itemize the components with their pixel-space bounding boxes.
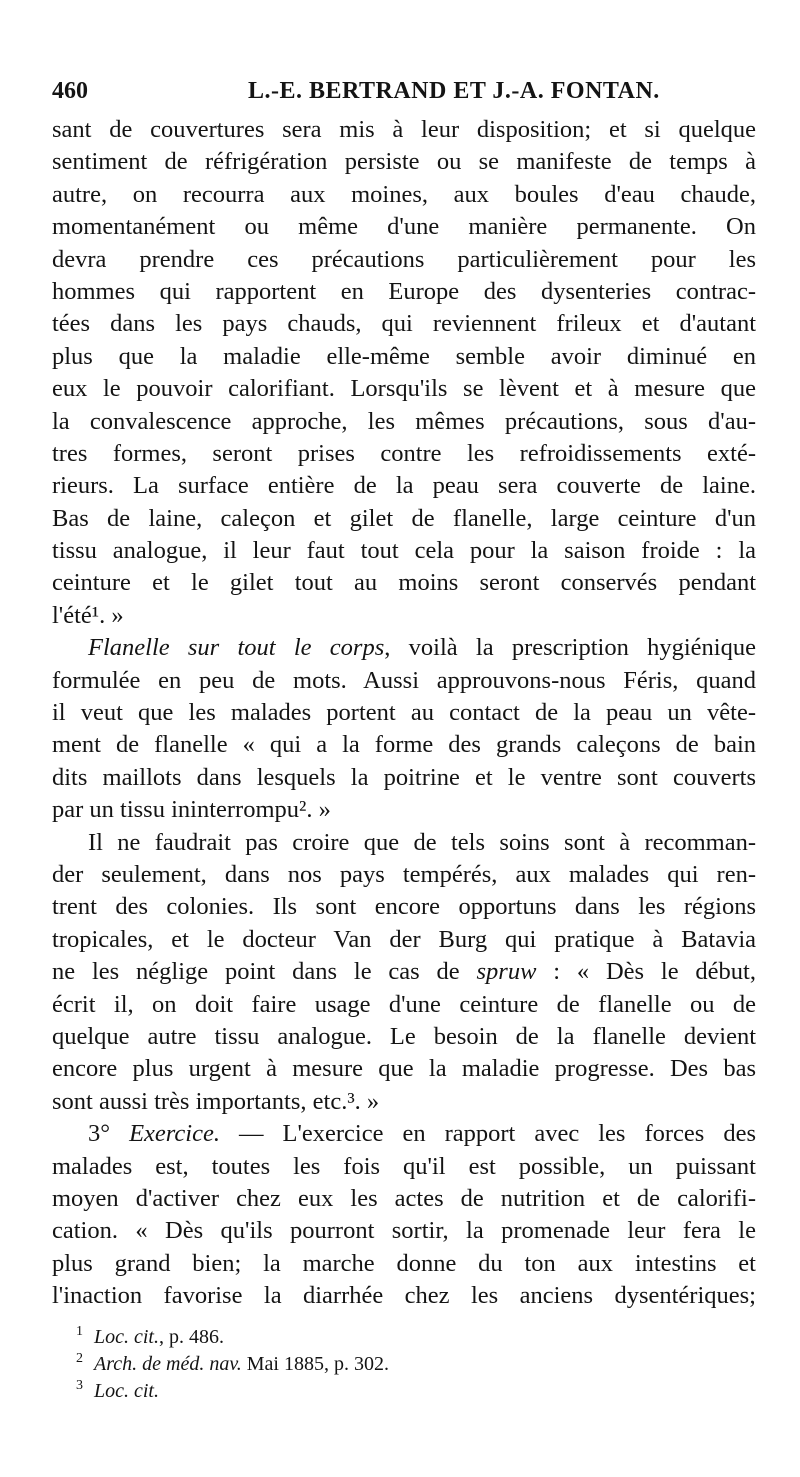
text-line <box>52 503 756 535</box>
line-text: écrit il, on doit faire usage d'une ceinture de flanelle ou de <box>52 990 756 1018</box>
line-text: encore plus urgent à mesure que la maladie progresse. Des bas <box>52 1055 756 1083</box>
text-line <box>52 632 756 664</box>
text-line <box>52 729 756 761</box>
text-line <box>52 956 756 988</box>
text-line <box>52 794 756 826</box>
text-line <box>52 891 756 923</box>
text-line <box>52 567 756 599</box>
footnote: 3 Loc. cit. <box>76 1378 159 1402</box>
footnote: 1 Loc. cit., p. 486. <box>76 1324 224 1348</box>
line-text: tissu analogue, il leur faut tout cela pour la saison froide : la <box>52 537 756 565</box>
italic-phrase: Exercice. <box>129 1120 220 1148</box>
page-number: 460 <box>52 78 88 104</box>
text-line <box>52 276 756 308</box>
line-text: der seulement, dans nos pays tempérés, aux malades qui ren- <box>52 860 756 888</box>
line-text: dits maillots dans lesquels la poitrine et le ventre sont couverts <box>52 763 756 791</box>
text-line <box>52 470 756 502</box>
footnote-text: Mai 1885, p. 302. <box>241 1353 389 1375</box>
italic-phrase: spruw <box>476 958 537 986</box>
line-text: il veut que les malades portent au contact de la peau un vête- <box>52 699 756 727</box>
footnote-source: Arch. de méd. nav. <box>94 1353 242 1375</box>
line-text: trent des colonies. Ils sont encore opportuns dans les régions <box>52 893 756 921</box>
line-text: devra prendre ces précautions particulièrement pour les <box>52 245 756 273</box>
line-text: hommes qui rapportent en Europe des dysenteries contrac- <box>52 277 756 305</box>
line-text: ceinture et le gilet tout au moins seront conservés pendant <box>52 569 756 597</box>
text-line <box>52 438 756 470</box>
footnote-source: Loc. cit. <box>94 1380 159 1402</box>
text-line <box>52 989 756 1021</box>
text-line <box>52 1086 756 1118</box>
page-header <box>52 74 756 110</box>
text-line <box>52 1151 756 1183</box>
line-text: — L'exercice en rapport avec les forces des <box>219 1120 756 1148</box>
text-line <box>52 114 756 146</box>
text-line <box>52 244 756 276</box>
line-text: sont aussi très importants, etc.³. » <box>52 1087 380 1115</box>
text-line <box>52 1280 756 1312</box>
text-line <box>52 341 756 373</box>
line-text: plus grand bien; la marche donne du ton aux intestins et <box>52 1249 756 1277</box>
text-line <box>52 924 756 956</box>
text-line <box>52 1053 756 1085</box>
line-text: ment de flanelle « qui a la forme des grands caleçons de bain <box>52 731 756 759</box>
footnote-text: , p. 486. <box>159 1326 224 1348</box>
text-line <box>52 211 756 243</box>
line-text: eux le pouvoir calorifiant. Lorsqu'ils se lèvent et à mesure que <box>52 375 756 403</box>
line-text: : « Dès le début, <box>536 958 756 986</box>
text-line <box>52 600 756 632</box>
text-line <box>52 1183 756 1215</box>
line-text: formulée en peu de mots. Aussi approuvons-nous Féris, quand <box>52 666 756 694</box>
text-line <box>52 406 756 438</box>
line-text: tropicales, et le docteur Van der Burg qui pratique à Batavia <box>52 925 756 953</box>
line-text: malades est, toutes les fois qu'il est possible, un puissant <box>52 1152 756 1180</box>
line-text: quelque autre tissu analogue. Le besoin de la flanelle devient <box>52 1022 756 1050</box>
line-text: l'été¹. » <box>52 601 124 629</box>
line-text-lead: 3° <box>88 1120 130 1148</box>
text-line <box>52 665 756 697</box>
line-text: cation. « Dès qu'ils pourront sortir, la promenade leur fera le <box>52 1217 756 1245</box>
text-line <box>52 1215 756 1247</box>
text-line <box>52 179 756 211</box>
running-head: L.-E. BERTRAND ET J.-A. FONTAN. <box>248 78 660 104</box>
text-line <box>52 1248 756 1280</box>
line-text: tées dans les pays chauds, qui reviennent frileux et d'autant <box>52 310 756 338</box>
line-text: moyen d'activer chez eux les actes de nutrition et de calorifi- <box>52 1184 756 1212</box>
line-text: autre, on recourra aux moines, aux boules d'eau chaude, <box>52 180 756 208</box>
footnote: 2 Arch. de méd. nav. Mai 1885, p. 302. <box>76 1351 389 1375</box>
line-text: par un tissu ininterrompu². » <box>52 796 331 824</box>
line-text: momentanément ou même d'une manière permanente. On <box>52 213 756 241</box>
line-text: l'inaction favorise la diarrhée chez les anciens dysentériques; <box>52 1282 756 1310</box>
line-text: la convalescence approche, les mêmes précautions, sous d'au- <box>52 407 756 435</box>
line-text: sentiment de réfrigération persiste ou se manifeste de temps à <box>52 148 756 176</box>
text-line <box>52 1021 756 1053</box>
line-text-lead: ne les néglige point dans le cas de <box>52 958 477 986</box>
text-line <box>52 308 756 340</box>
line-text: rieurs. La surface entière de la peau sera couverte de laine. <box>52 472 756 500</box>
footnote-source: Loc. cit. <box>94 1326 159 1348</box>
text-line <box>52 146 756 178</box>
text-line <box>52 373 756 405</box>
line-text: Il ne faudrait pas croire que de tels soins sont à recomman- <box>88 828 756 856</box>
footnotes <box>76 1324 756 1405</box>
line-text: sant de couvertures sera mis à leur disposition; et si quelque <box>52 116 756 143</box>
text-line <box>52 535 756 567</box>
text-line <box>52 859 756 891</box>
body-text <box>52 114 756 1312</box>
line-text: , voilà la prescription hygiénique <box>384 634 756 662</box>
line-text: plus que la maladie elle-même semble avoir diminué en <box>52 342 756 370</box>
italic-phrase: Flanelle sur tout le corps <box>88 634 385 662</box>
text-line <box>52 1118 756 1150</box>
text-line <box>52 697 756 729</box>
line-text: Bas de laine, caleçon et gilet de flanelle, large ceinture d'un <box>52 504 756 532</box>
text-line <box>52 827 756 859</box>
line-text: tres formes, seront prises contre les refroidissements exté- <box>52 439 756 467</box>
text-line <box>52 762 756 794</box>
